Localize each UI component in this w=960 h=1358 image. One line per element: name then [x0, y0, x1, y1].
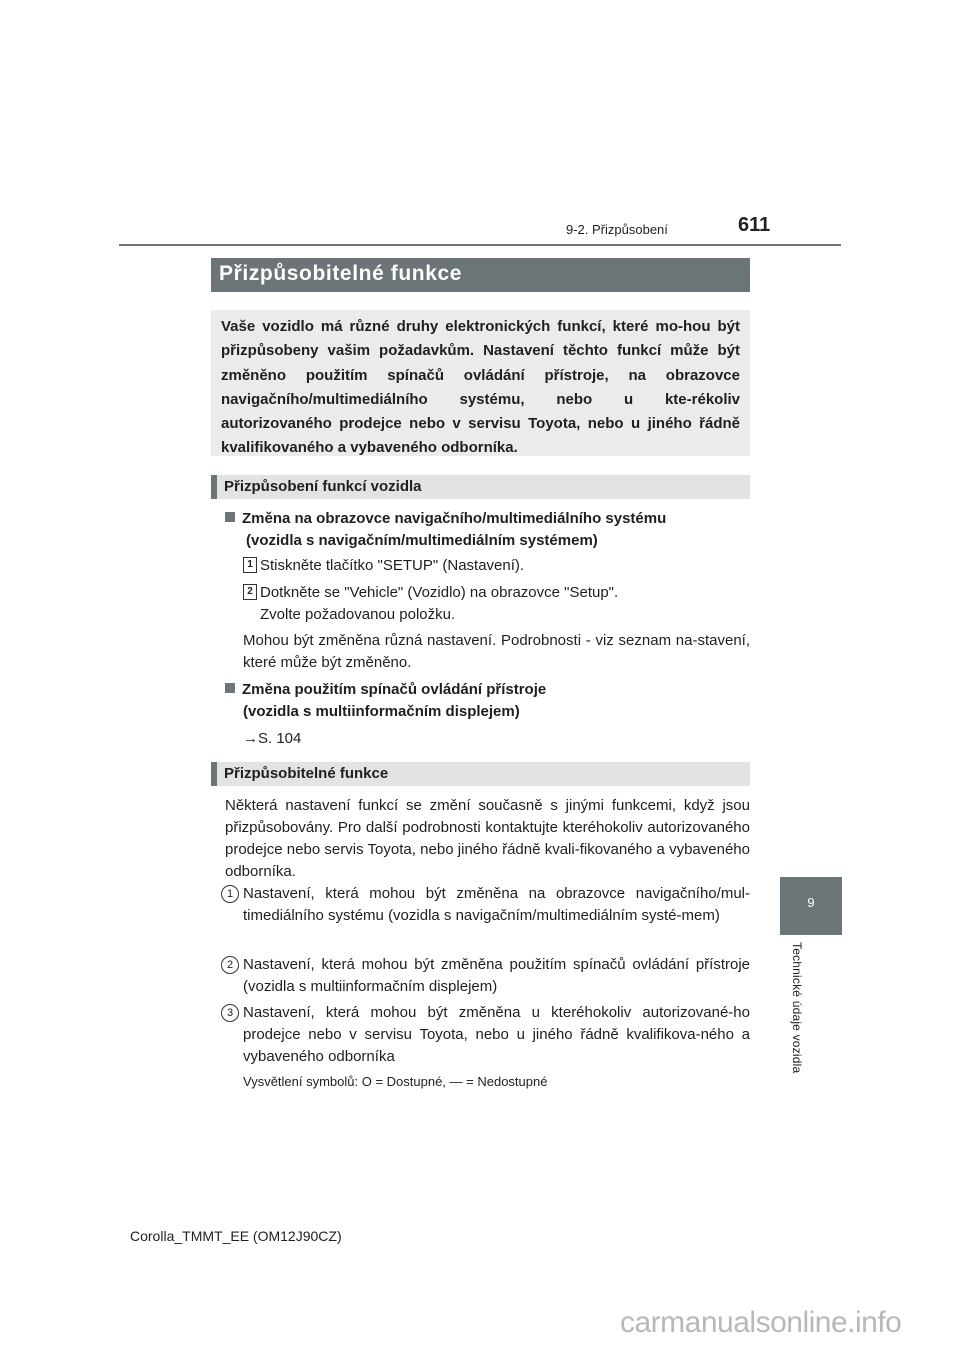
page-reference-text: S. 104	[258, 730, 302, 747]
step-text-continued: Zvolte požadovanou položku.	[260, 606, 456, 623]
subheading-navigation	[225, 508, 666, 530]
intro-text: Vaše vozidlo má různé druhy elektronických funkcí, které mo-hou být přizpůsobeny vašim požadavkům. Nastavení těchto funkcí může být změněno použitím spínačů ovládání přístroje, na obrazovce navigačního/multimediálního systému, nebo u kte-rékoliv autorizovaného prodejce nebo v servisu Toyota, nebo u jiného řádně kvalifikovaného a vybaveného odborníka.	[221, 318, 740, 457]
step-number-box: 1	[243, 557, 257, 573]
subheading-navigation-qualifier: (vozidla s navigačním/multimediálním systémem)	[246, 532, 598, 549]
watermark: carmanualsonline.info	[620, 1306, 902, 1339]
document-footer: Corolla_TMMT_EE (OM12J90CZ)	[130, 1228, 342, 1244]
square-bullet-icon	[225, 512, 235, 522]
section-marker	[211, 762, 217, 786]
step-text: Stiskněte tlačítko "SETUP" (Nastavení).	[260, 557, 525, 574]
section-marker	[211, 475, 217, 499]
section-heading-text: Přizpůsobitelné funkce	[224, 765, 389, 782]
subheading-line1: Změna použitím spínačů ovládání přístroje	[242, 681, 547, 698]
item-text: Nastavení, která mohou být změněna použitím spínačů ovládání přístroje (vozidla s multiinformačním displejem)	[243, 956, 750, 995]
subheading-switches-qualifier: (vozidla s multiinformačním displejem)	[243, 703, 520, 720]
page-title: Přizpůsobitelné funkce	[219, 262, 463, 285]
page-number: 611	[738, 214, 771, 236]
step-text: Dotkněte se "Vehicle" (Vozidlo) na obrazovce "Setup".	[260, 584, 619, 601]
item-number-circle: 2	[221, 956, 239, 974]
section-paragraph: Některá nastavení funkcí se změní současně s jinými funkcemi, když jsou přizpůsobovány. Pro další podrobnosti kontaktujte kteréhokoliv autorizovaného prodejce nebo servis Toyota, nebo jiného řádně kvali-fikovaného a vybaveného odborníka.	[225, 797, 750, 880]
square-bullet-icon	[225, 683, 235, 693]
step-number-box: 2	[243, 584, 257, 600]
note-text: Mohou být změněna různá nastavení. Podrobnosti - viz seznam na-stavení, které může být změněno.	[243, 632, 750, 671]
symbol-legend: Vysvětlení symbolů: O = Dostupné, — = Nedostupné	[243, 1074, 548, 1089]
intro-box	[211, 310, 750, 456]
item-number-circle: 3	[221, 1004, 239, 1022]
item-text: Nastavení, která mohou být změněna na obrazovce navigačního/mul-timediálního systému (vozidla s navigačním/multimediálním systé-mem)	[243, 885, 750, 924]
arrow-right-icon: →	[243, 730, 258, 747]
title-bar	[211, 258, 750, 292]
running-header-section: 9-2. Přizpůsobení	[566, 222, 668, 237]
section-heading-vehicle-customization	[211, 475, 750, 499]
chapter-number: 9	[807, 895, 815, 910]
header-rule	[119, 244, 841, 246]
item-text: Nastavení, která mohou být změněna u kteréhokoliv autorizované-ho prodejce nebo v servisu Toyota, nebo u jiného řádně kvalifikova-ného a vybaveného odborníka	[243, 1004, 750, 1065]
chapter-label: Technické údaje vozidla	[790, 942, 804, 1074]
page-reference	[243, 728, 301, 750]
subheading-line1: Změna na obrazovce navigačního/multimediálního systému	[242, 510, 667, 527]
chapter-tab	[780, 877, 842, 935]
item-number-circle: 1	[221, 885, 239, 903]
subheading-switches	[225, 679, 546, 701]
section-heading-customizable-features	[211, 762, 750, 786]
section-heading-text: Přizpůsobení funkcí vozidla	[224, 478, 422, 495]
